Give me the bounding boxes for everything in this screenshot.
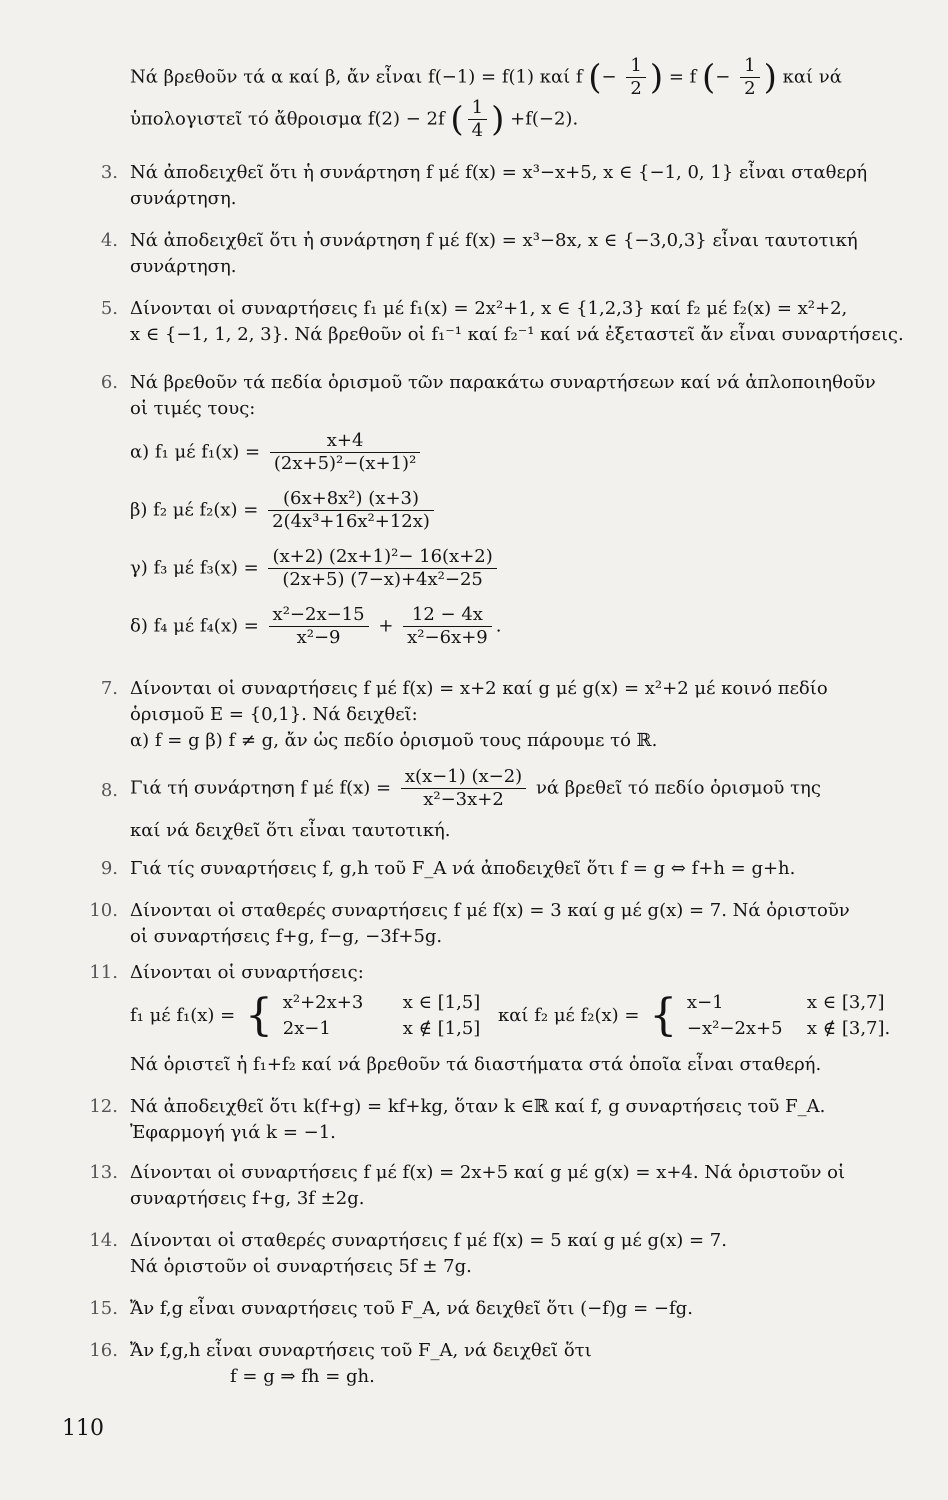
exercise-number: 6. [100, 372, 118, 393]
exercise-number: 5. [100, 298, 118, 319]
ex11-piecewise-functions: f₁ μέ f₁(x) = { x²+2x+3 x ∈ [1,5] 2x−1 x ∉ [1,5] καί f₂ μέ f₂(x) = { x−1 x ∈ [3,7] −x²−2x+5 x ∉ [3,7]. [130, 990, 891, 1041]
ex6-item-b: β) f₂ μέ f₂(x) = $\frac{\text{(6x+8x²) (x+3)}}{\text{2(4x³+16x²+12x)}}$ [130, 488, 920, 546]
ex0-line2-text: ὑπολογιστεῖ τό ἄθροισμα f(2) − 2f [130, 108, 445, 130]
exercise-number: 11. [89, 962, 118, 983]
exercise-number: 13. [89, 1162, 118, 1183]
fraction-one-half: $\frac{1}{2}$ [740, 55, 759, 100]
exercise-number: 9. [100, 858, 118, 879]
document-page: Νά βρεθοῦν τά α καί β, ἄν εἶναι f(−1) = f(1) καί f (− $\frac{1}{2}$ ) = f (− $\frac{1}{2}$ ) καί νά ὑπολογιστεῖ τό ἄθροισμα f(2) − 2f ( $\frac{1}{4}$ ) +f(−2). 3. Νά ἀποδειχθεῖ ὅτι ἡ συνάρτηση f μέ f(x) = x³−x+5, x ∈ {−1, 0, 1} εἶναι σταθερή συνάρτηση. 4. Νά ἀποδειχθεῖ ὅτι ἡ συνάρτηση f μέ f(x) = x³−8x, x ∈ {−3,0,3} εἶναι ταυτοτική συνάρτηση. 5. Δίνονται οἱ συναρτήσεις f₁ μέ f₁(x) = 2x²+1, x ∈ {1,2,3} καί f₂ μέ f₂(x) = x²+2, x ∈ {−1, 1, 2, 3}. Νά βρεθοῦν οἱ f₁⁻¹ καί f₂⁻¹ καί νά ἐξεταστεῖ ἄν εἶναι συναρτήσεις. 6. Νά βρεθοῦν τά πεδία ὁρισμοῦ τῶν παρακάτω συναρτήσεων καί νά ἁπλοποιηθοῦν οἱ τιμές τους: α) f₁ μέ f₁(x) = $\frac{x+4}{\text{(2x+5)²−(x+1)²}}$ β) f₂ μέ f₂(x) = $\frac{\text{(6x+8x²) (x+3)}}{\text{2(4x³+16x²+12x)}}$ γ) f₃ μέ f₃(x) = $\frac{\text{(x+2) (2x+1)²− 16(x+2)}}{\text{(2x+5) (7−x)+4x²−25}}$ δ) f₄ μέ f₄(x) = $\frac{\text{x²−2x−15}}{\text{x²−9}}$ + $\frac{12 - 4x}{\text{x²−6x+9}}$ . 7. Δίνονται οἱ συναρτήσεις f μέ f(x) = x+2 καί g μέ g(x) = x²+2 μέ κοινό πεδίο ὁρισμοῦ E = {0,1}. Νά δειχθεῖ: α) f = g β) f ≠ g, ἄν ὡς πεδίο ὁρισμοῦ τους πάρουμε τό ℝ. 8. Γιά τή συνάρτηση f μέ f(x) = $\frac{x(x-1) (x-2)}{\text{x²−3x+2}}$ νά βρεθεῖ τό πεδίο ὁρισμοῦ της καί νά δειχθεῖ ὅτι εἶναι ταυτοτική. 9. Γιά τίς συναρτήσεις f, g,h τοῦ F_A νά ἀποδειχθεῖ ὅτι f = g ⇔ f+h = g+h. 10. Δίνονται οἱ σταθερές συναρτήσεις f μέ f(x) = 3 καί g μέ g(x) = 7. Νά ὁριστοῦν οἱ συναρτήσεις f+g, f−g, −3f+5g. 11. Δίνονται οἱ συναρτήσεις: f₁ μέ f₁(x) = { x²+2x+3 x ∈ [1,5] 2x−1 x ∉ [1,5] καί f₂ μέ f₂(x) = { x−1 x ∈ [3,7] −x²−2x+5 x ∉ [3,7]. Νά ὁριστεῖ ἡ f₁+f₂ καί νά βρεθοῦν τά διαστήματα στά ὁποῖα εἶναι σταθερή. 12. Νά ἀποδειχθεῖ ὅτι k(f+g) = kf+kg, ὅταν k ∈ℝ καί f, g συναρτήσεις τοῦ F_A. Ἐφαρμογή γιά k = −1. 13. Δίνονται οἱ συναρτήσεις f μέ f(x) = 2x+5 καί g μέ g(x) = x+4. Νά ὁριστοῦν οἱ συναρτήσεις f+g, 3f ±2g. 14. Δίνονται οἱ σταθερές συναρτήσεις f μέ f(x) = 5 καί g μέ g(x) = 7. Νά ὁριστοῦν οἱ συναρτήσεις 5f ± 7g. 15. Ἄν f,g εἶναι συναρτήσεις τοῦ F_A, νά δειχθεῖ ὅτι (−f)g = −fg. 16. Ἄν f,g,h εἶναι συναρτήσεις τοῦ F_A, νά δειχθεῖ ὅτι f = g ⇒ fh = gh. 110 [0, 0, 948, 1500]
ex6-item-d: δ) f₄ μέ f₄(x) = $\frac{\text{x²−2x−15}}{\text{x²−9}}$ + $\frac{12 - 4x}{\text{x²−6x+9}}$ . [130, 604, 502, 648]
fraction-one-quarter: $\frac{1}{4}$ [468, 97, 487, 142]
exercise-number: 10. [89, 900, 118, 921]
exercise-number: 8. [100, 780, 118, 801]
ex6-item-a: α) f₁ μέ f₁(x) = $\frac{x+4}{\text{(2x+5)²−(x+1)²}}$ [130, 430, 920, 488]
exercise-number: 3. [100, 162, 118, 183]
exercise-number: 7. [100, 678, 118, 699]
fraction-one-half: $\frac{1}{2}$ [626, 55, 645, 100]
page-number: 110 [62, 1416, 104, 1441]
ex0-line1-text: Νά βρεθοῦν τά α καί β, ἄν εἶναι f(−1) = f(1) καί f [130, 66, 583, 88]
exercise-number: 14. [89, 1230, 118, 1251]
exercise-number: 12. [89, 1096, 118, 1117]
exercise-number: 16. [89, 1340, 118, 1361]
exercise-number: 15. [89, 1298, 118, 1319]
exercise-number: 4. [100, 230, 118, 251]
ex6-item-c: γ) f₃ μέ f₃(x) = $\frac{\text{(x+2) (2x+1)²− 16(x+2)}}{\text{(2x+5) (7−x)+4x²−25}}$ [130, 546, 920, 604]
